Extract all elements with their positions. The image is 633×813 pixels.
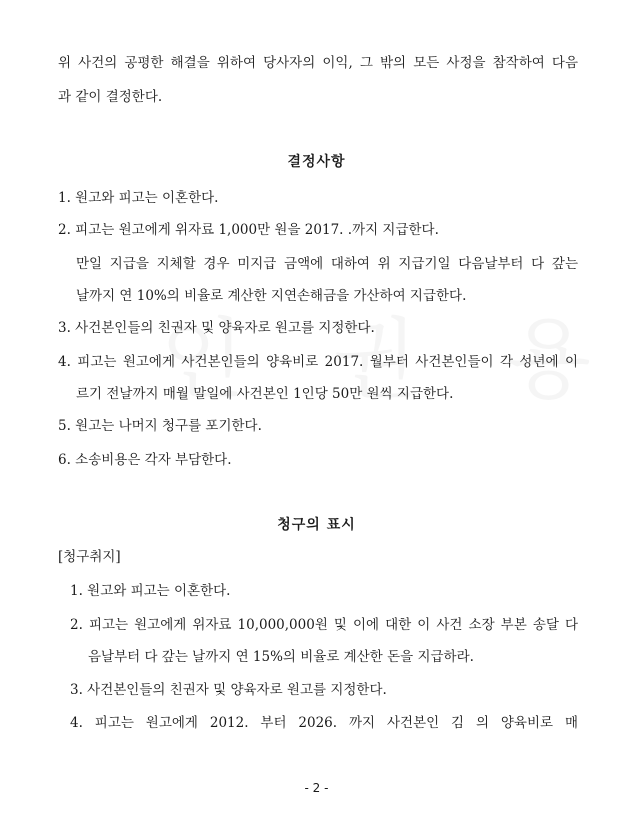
intro-line-2: 과 같이 결정한다. (58, 89, 163, 105)
claim-item-2-cont: 음날부터 다 갚는 날까지 연 15%의 비율로 계산한 돈을 지급하라. (88, 649, 474, 665)
claim-subheading: [청구취지] (58, 549, 121, 565)
decision-item-6: 6. 소송비용은 각자 부담한다. (58, 452, 232, 468)
decision-item-1: 1. 원고와 피고는 이혼한다. (58, 190, 219, 206)
decision-item-2-detail-1: 만일 지급을 지체할 경우 미지급 금액에 대하여 위 지급기일 다음날부터 다 갚는 (76, 256, 578, 272)
claim-heading: 청구의 표시 (277, 517, 356, 533)
page-number: - 2 - (304, 781, 329, 795)
decision-item-4-cont: 르기 전날까지 매월 말일에 사건본인 1인당 50만 원씩 지급한다. (76, 386, 454, 402)
decision-item-3: 3. 사건본인들의 친권자 및 양육자로 원고를 지정한다. (58, 320, 375, 336)
claim-item-4: 4. 피고는 원고에게 2012. 부터 2026. 까지 사건본인 김 의 양육비로 매 (70, 715, 578, 731)
decision-item-2: 2. 피고는 원고에게 위자료 1,000만 원을 2017. .까지 지급한다. (58, 222, 439, 238)
decision-item-2-detail-2: 날까지 연 10%의 비율로 계산한 지연손해금을 가산하여 지급한다. (76, 288, 467, 304)
claim-item-2: 2. 피고는 원고에게 위자료 10,000,000원 및 이에 대한 이 사건 소장 부본 송달 다 (70, 617, 578, 633)
decision-item-4: 4. 피고는 원고에게 사건본인들의 양육비로 2017. 월부터 사건본인들이 각 성년에 이 (58, 354, 578, 370)
decision-item-5: 5. 원고는 나머지 청구를 포기한다. (58, 418, 262, 434)
intro-line-1: 위 사건의 공평한 해결을 위하여 당사자의 이익, 그 밖의 모든 사정을 참작하여 다음 (58, 55, 578, 71)
claim-item-1: 1. 원고와 피고는 이혼한다. (70, 583, 231, 599)
decision-heading: 결정사항 (287, 154, 346, 170)
claim-item-3: 3. 사건본인들의 친권자 및 양육자로 원고를 지정한다. (70, 682, 387, 698)
